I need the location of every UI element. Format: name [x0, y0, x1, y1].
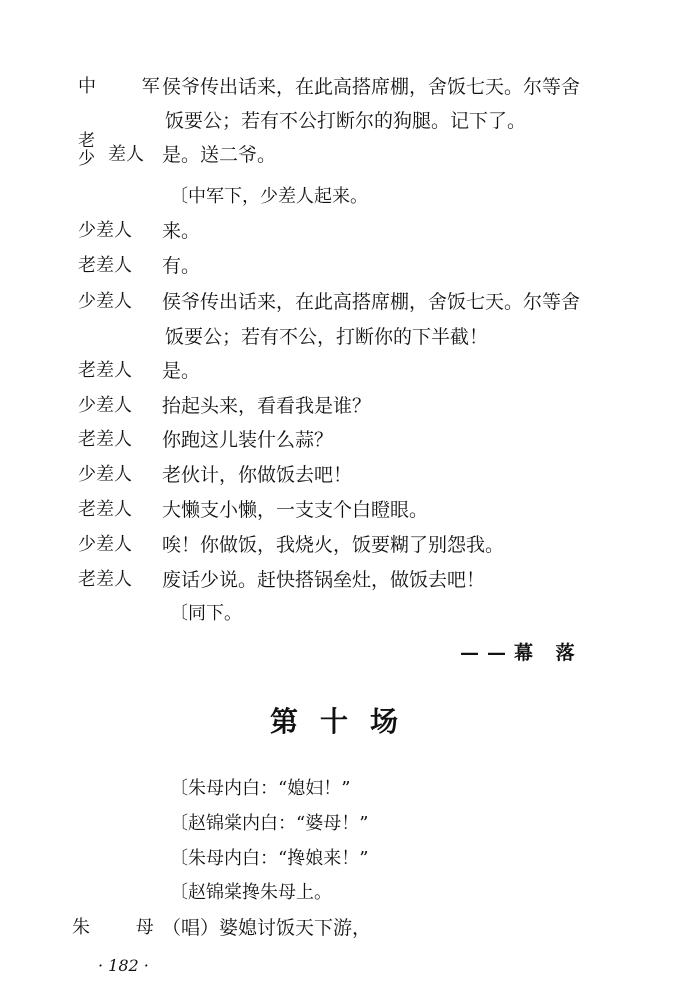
- stage-text: 〔赵锦棠内白：“婆母！”: [170, 813, 369, 834]
- speaker-label: 少差人: [78, 220, 132, 241]
- dialogue-line: [0, 354, 690, 388]
- dialogue-text: 是。送二爷。: [162, 144, 277, 166]
- dialogue-text: 来。: [162, 220, 201, 242]
- dialogue-line: [0, 389, 690, 423]
- stage-text: 〔中军下，少差人起来。: [170, 186, 368, 207]
- dialogue-text: 老伙计，你做饭去吧！: [162, 464, 353, 486]
- dialogue-line: [0, 70, 690, 104]
- dialogue-line: [0, 493, 690, 527]
- dialogue-line: [0, 423, 690, 457]
- speaker-label: 老差人: [78, 255, 132, 276]
- speaker-label: 朱 母: [72, 917, 174, 938]
- stage-direction: [0, 842, 690, 876]
- stage-text: 〔朱母内白：“媳妇！”: [170, 778, 351, 799]
- dialogue-line: [0, 249, 690, 283]
- dialogue-text: 废话少说。赶快搭锅垒灶，做饭去吧！: [162, 569, 486, 591]
- dialogue-text: 大懒支小懒，一支支个白瞪眼。: [162, 499, 429, 521]
- dialogue-line: [0, 563, 690, 597]
- speaker-label: 少差人: [78, 534, 132, 555]
- dialogue-text: 有。: [162, 255, 201, 277]
- dialogue-line: [0, 214, 690, 248]
- stage-text: 〔赵锦棠搀朱母上。: [170, 882, 332, 903]
- speaker-top: 老: [78, 131, 95, 151]
- stage-direction: [0, 597, 690, 631]
- speaker-label: 老差人: [78, 429, 132, 450]
- stage-direction: [0, 876, 690, 910]
- dialogue-text: 饭要公；若有不公打断尔的狗腿。记下了。: [165, 110, 527, 132]
- stage-direction: [0, 180, 690, 214]
- dialogue-text: 侯爷传出话来，在此高搭席棚，舍饭七天。尔等舍: [162, 76, 581, 98]
- curtain-fall: ——幕 落: [460, 642, 583, 664]
- speaker-tail: 差人: [108, 144, 144, 165]
- speaker-label: 中 军: [78, 76, 180, 97]
- speaker-label: 少差人: [78, 395, 132, 416]
- speaker-label: 少差人: [78, 464, 132, 485]
- dialogue-line: [0, 285, 690, 319]
- dialogue-text: （唱）婆媳讨饭天下游，: [162, 917, 372, 939]
- dialogue-line: [0, 911, 690, 945]
- dialogue-text: 抬起头来，看看我是谁？: [162, 395, 372, 417]
- dialogue-text: 是。: [162, 360, 201, 382]
- stage-text: 〔朱母内白：“搀娘来！”: [170, 848, 369, 869]
- speaker-label: 老差人: [78, 569, 132, 590]
- dialogue-text: 侯爷传出话来，在此高搭席棚，舍饭七天。尔等舍: [162, 291, 581, 313]
- scene-title: 第十场: [269, 705, 420, 738]
- dialogue-line: [0, 138, 690, 172]
- speaker-label: 少差人: [78, 291, 132, 312]
- speaker-bottom: 少: [78, 149, 95, 169]
- dialogue-line: [0, 458, 690, 492]
- dialogue-text: 唉！你做饭，我烧火，饭要糊了别怨我。: [162, 534, 505, 556]
- dialogue-continuation: [0, 320, 690, 354]
- stage-direction: [0, 807, 690, 841]
- page-number: · 182 ·: [98, 956, 149, 975]
- speaker-label: 老差人: [78, 360, 132, 381]
- dialogue-text: 饭要公；若有不公，打断你的下半截！: [165, 326, 489, 348]
- stage-text: 〔同下。: [170, 603, 242, 624]
- dialogue-line: [0, 528, 690, 562]
- dialogue-text: 你跑这儿装什么蒜？: [162, 429, 334, 451]
- speaker-label: 老差人: [78, 499, 132, 520]
- stage-direction: [0, 772, 690, 806]
